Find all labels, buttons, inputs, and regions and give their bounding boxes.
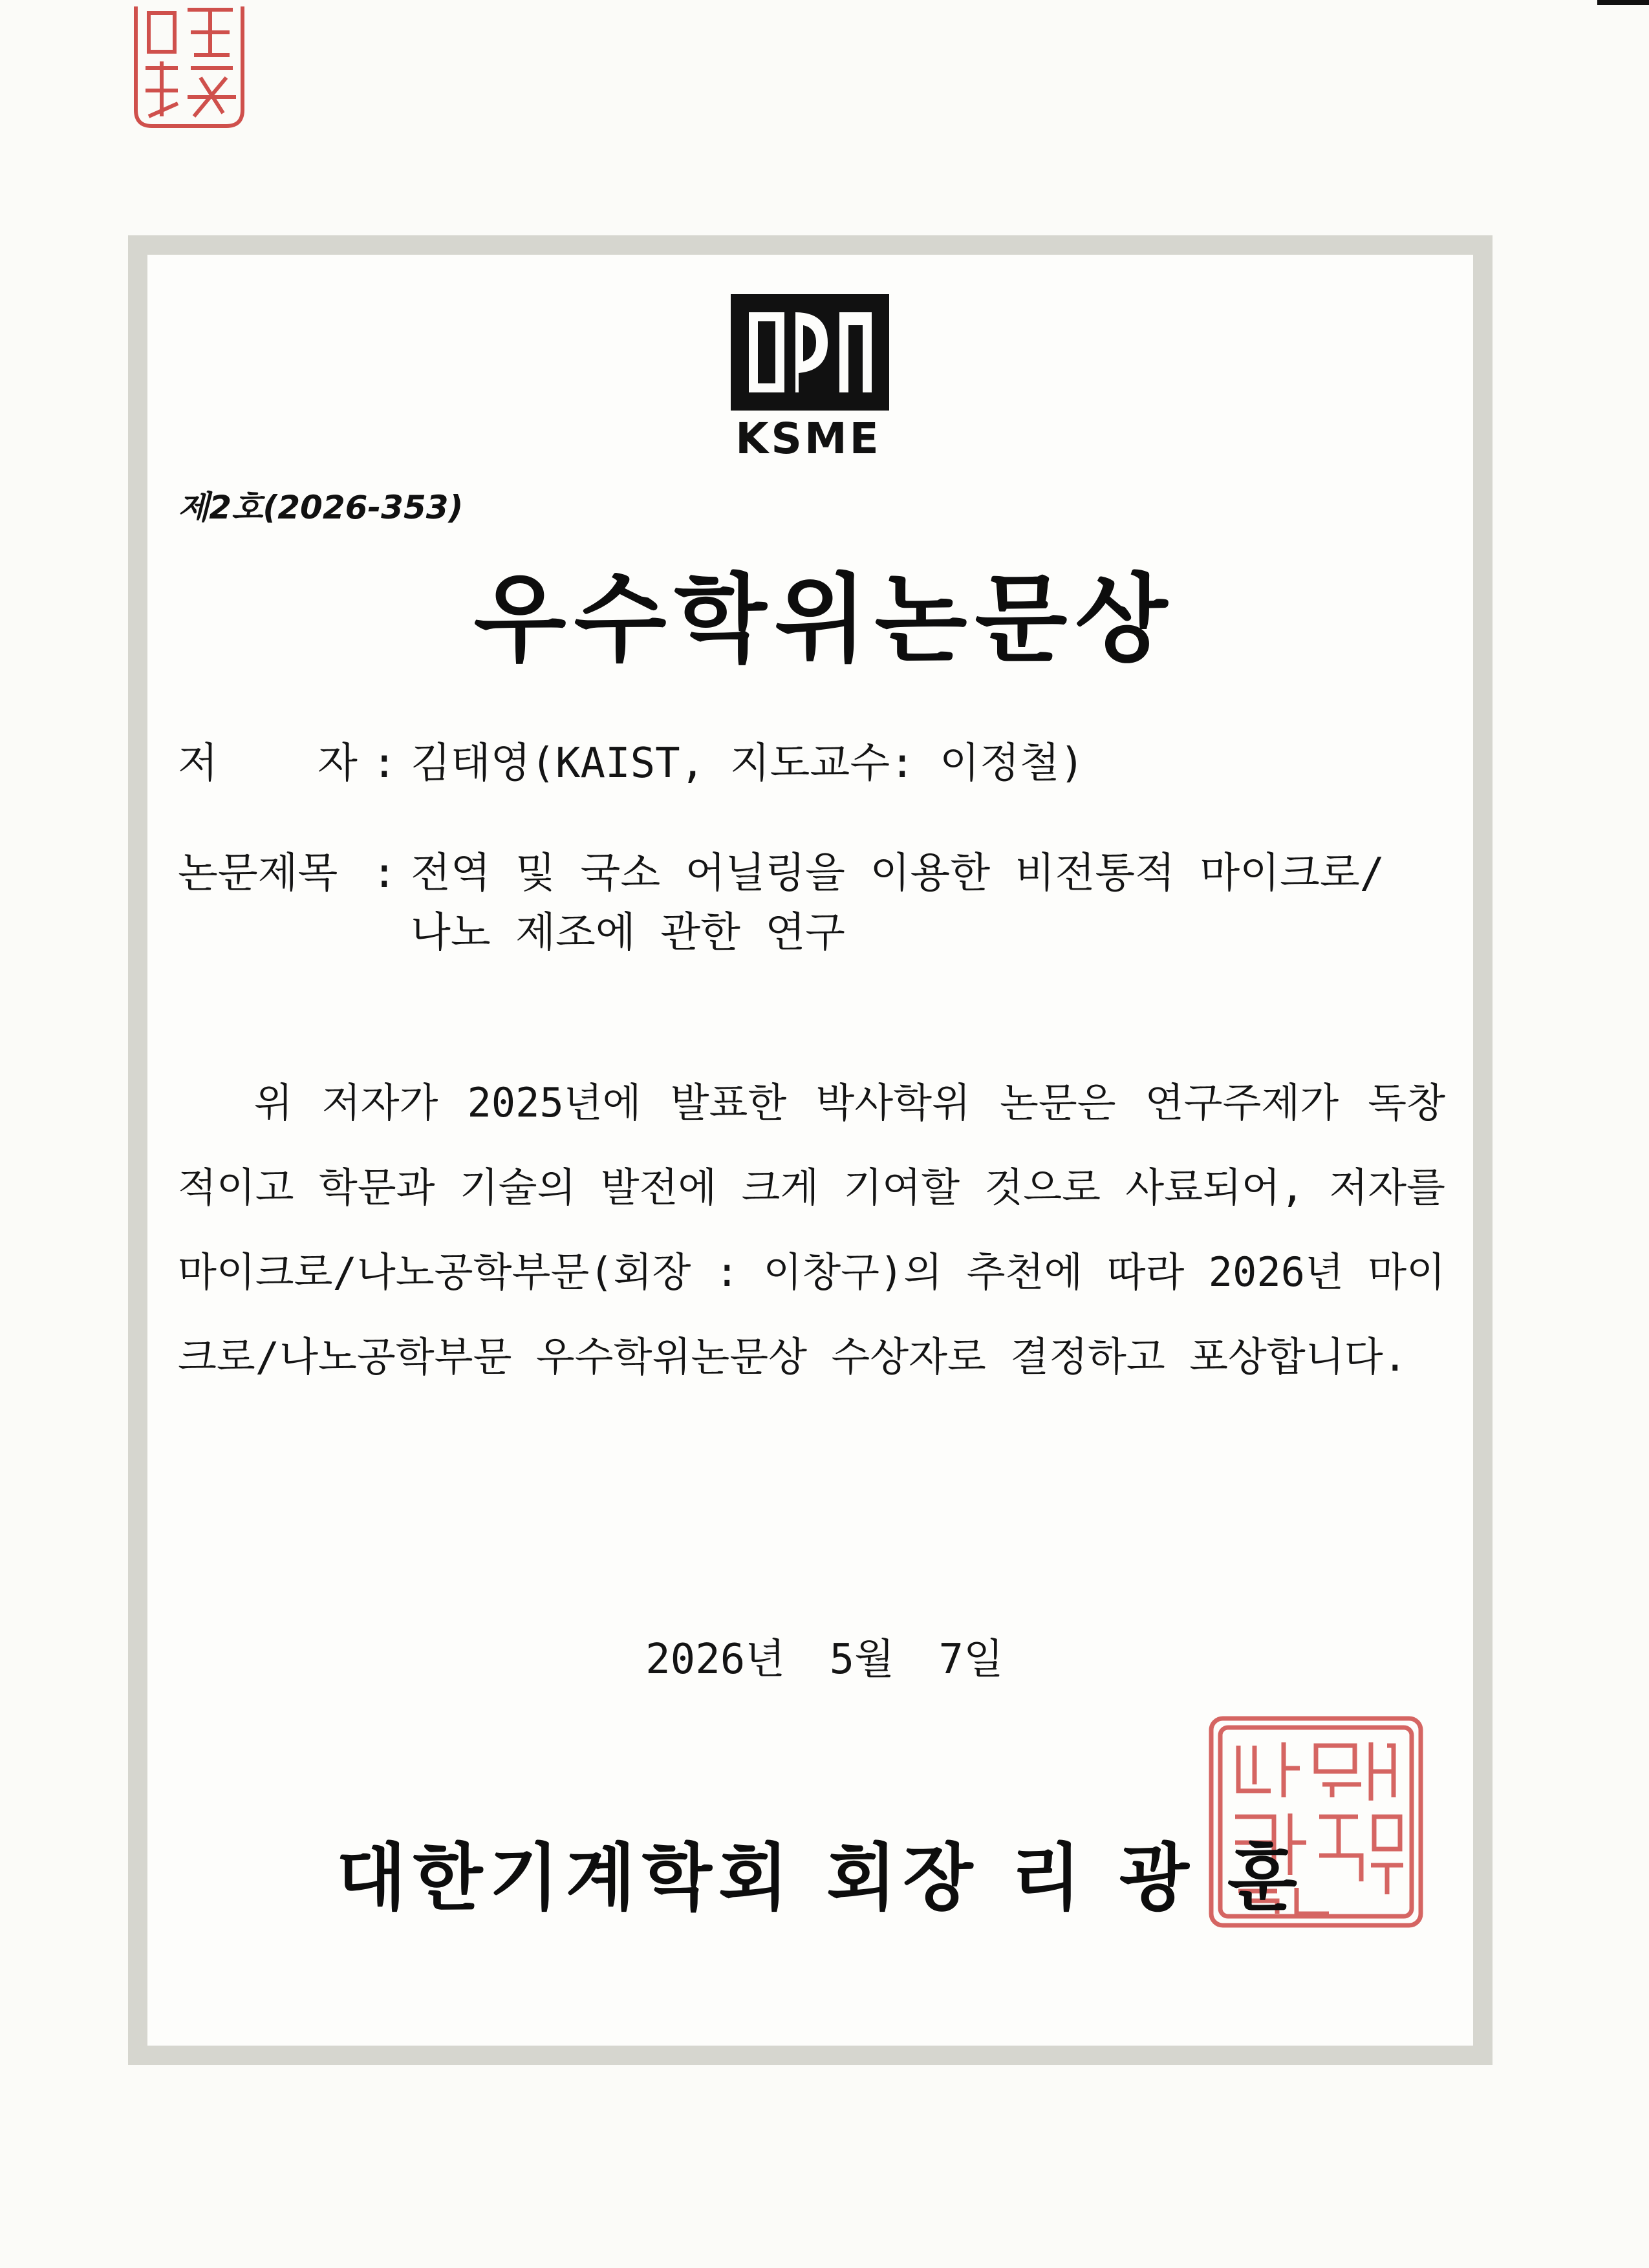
- ksme-logo-text: KSME: [735, 414, 881, 464]
- author-label: 저 자: [178, 740, 358, 787]
- thesis-title-row: [178, 844, 1385, 963]
- author-row: [178, 734, 1084, 793]
- top-seal-icon: [123, 0, 252, 133]
- thesis-title-label: 논문제목: [178, 850, 338, 897]
- certificate-number: 제2호(2026-353): [178, 489, 464, 526]
- author-colon: :: [372, 740, 397, 787]
- award-statement: 위 저자가 2025년에 발표한 박사학위 논문은 연구주제가 독창적이고 학문과 기술의 발전에 크게 기여할 것으로 사료되어, 저자를 마이크로/나노공학부문(회장 : 이창구)의 추천에 따라 2026년 마이크로/나노공학부문 우수학위논문상 수상자로 결정하고 포상합니다.: [178, 1079, 1445, 1380]
- award-date: 2026년 5월 7일: [645, 1636, 1004, 1684]
- issuer-signature: 대한기계학회 회장 리 광 훈: [336, 1836, 1304, 1920]
- scan-edge-mark: [1597, 0, 1649, 5]
- thesis-title-value: 전역 및 국소 어닐링을 이용한 비전통적 마이크로/ 나노 제조에 관한 연구: [411, 850, 1385, 957]
- thesis-title-colon: :: [372, 850, 397, 897]
- author-value: 김태영(KAIST, 지도교수: 이정철): [411, 740, 1085, 787]
- certificate-title: 우수학위논문상: [473, 564, 1176, 675]
